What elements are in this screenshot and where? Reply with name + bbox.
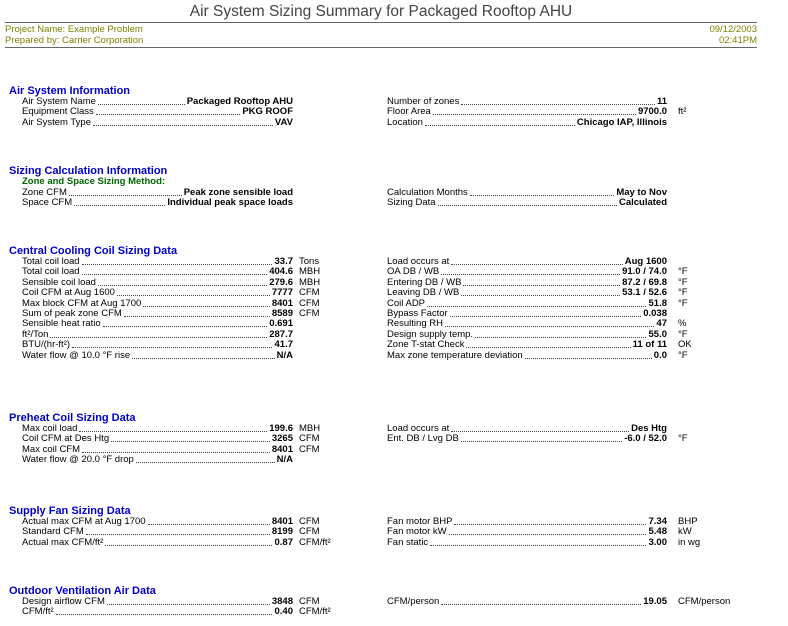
data-row-coil-cfm-at-aug-1600 [22, 287, 293, 298]
row-label: Ent. DB / Lvg DB [387, 433, 459, 445]
leader-dots [427, 306, 646, 307]
row-value: 3265 [271, 433, 293, 445]
row-unit: °F [678, 297, 688, 309]
data-row-standard-cfm [22, 526, 293, 537]
leader-dots [463, 285, 620, 286]
row-value: 11 of 11 [632, 339, 667, 351]
row-value: 8589 [271, 308, 293, 319]
data-row-coil-adp [387, 298, 667, 309]
row-label: Max coil CFM [22, 443, 81, 455]
row-unit: CFM [299, 308, 320, 319]
row-value: Calculated [618, 197, 667, 209]
data-row-zone-t-stat-check [387, 339, 667, 350]
data-row-total-coil-load [22, 266, 293, 277]
report-title: Air System Sizing Summary for Packaged Rooftop AHU [189, 3, 573, 20]
project-name: Project Name: Example Problem [5, 24, 143, 35]
row-label: Bypass Factor [387, 308, 448, 319]
row-unit: CFM [299, 287, 320, 299]
section-title-sizing-calculation-information: Sizing Calculation Information [9, 165, 168, 177]
row-unit: MBH [299, 423, 321, 434]
leader-dots [454, 524, 646, 525]
prepared-by: Prepared by: Carrier Corporation [5, 35, 144, 46]
leader-dots [98, 104, 185, 105]
header-divider-bottom [5, 47, 757, 48]
leader-dots [466, 347, 631, 348]
row-label: Sizing Data [387, 197, 436, 209]
data-row-oa-db-wb [387, 266, 667, 277]
row-value: 11 [656, 96, 667, 107]
row-value: 47 [656, 318, 667, 330]
data-row-zone-cfm [22, 187, 293, 198]
data-row-resulting-rh [387, 318, 667, 329]
data-row-equipment-class [22, 106, 293, 117]
data-row-max-coil-cfm [22, 444, 293, 455]
data-row-actual-max-cfm-ft [22, 537, 293, 548]
row-value: 279.6 [269, 276, 293, 288]
row-label: Number of zones [387, 96, 460, 107]
data-row-fan-motor-kw [387, 526, 667, 537]
leader-dots [82, 274, 267, 275]
leader-dots [430, 545, 646, 546]
row-value: VAV [274, 116, 293, 128]
row-label: Load occurs at [387, 256, 450, 267]
row-label: Design supply temp. [387, 328, 474, 340]
row-unit: °F [678, 328, 688, 340]
data-row-load-occurs-at [387, 256, 667, 267]
section-title-central-cooling-coil-sizing-data: Central Cooling Coil Sizing Data [9, 245, 178, 257]
row-label: Entering DB / WB [387, 276, 462, 288]
data-row-cfm-ft [22, 606, 293, 617]
row-unit: BHP [678, 516, 698, 527]
row-label: Space CFM [22, 197, 73, 209]
row-label: Floor Area [387, 106, 431, 118]
data-row-water-flow-10-0-f-rise [22, 350, 293, 361]
data-row-sizing-data [387, 197, 667, 208]
leader-dots [72, 347, 272, 348]
row-value: -6.0 / 52.0 [624, 433, 667, 445]
row-label: Fan static [387, 536, 429, 548]
row-value: 0.87 [274, 536, 293, 548]
row-value: 287.7 [269, 328, 293, 340]
row-unit: CFM [299, 433, 320, 445]
data-row-ent-db-lvg-db [387, 433, 667, 444]
row-value: 8401 [271, 443, 293, 455]
data-row-sensible-coil-load [22, 277, 293, 288]
row-value: 53.1 / 52.6 [622, 287, 667, 299]
row-value: 55.0 [648, 328, 667, 340]
data-row-max-zone-temperature-deviation [387, 350, 667, 361]
row-value: 51.8 [648, 297, 667, 309]
row-unit: CFM [299, 443, 320, 455]
section-title-air-system-information: Air System Information [9, 85, 131, 97]
row-unit: kW [678, 526, 692, 538]
row-value: 19.05 [643, 596, 667, 607]
row-unit: MBH [299, 266, 321, 278]
row-unit: °F [678, 433, 688, 445]
row-label: CFM/ft² [22, 606, 54, 618]
leader-dots [86, 534, 270, 535]
row-label: Standard CFM [22, 526, 84, 538]
row-label: Equipment Class [22, 106, 94, 118]
row-label: ft²/Ton [22, 328, 49, 340]
row-unit: CFM/person [678, 596, 731, 607]
row-value: 8401 [271, 297, 293, 309]
leader-dots [107, 604, 270, 605]
row-unit: CFM/ft² [299, 536, 331, 548]
row-label: Zone T-stat Check [387, 339, 465, 351]
row-unit: MBH [299, 276, 321, 288]
data-row-load-occurs-at [387, 423, 667, 434]
leader-dots [74, 205, 165, 206]
row-value: 0.40 [274, 606, 293, 618]
data-row-btu-hr-ft [22, 339, 293, 350]
data-row-cfm-person [387, 596, 667, 607]
data-row-calculation-months [387, 187, 667, 198]
data-row-water-flow-20-0-f-drop [22, 454, 293, 465]
row-unit: CFM [299, 526, 320, 538]
leader-dots [124, 316, 270, 317]
leader-dots [451, 431, 629, 432]
data-row-design-supply-temp [387, 329, 667, 340]
data-row-entering-db-wb [387, 277, 667, 288]
row-unit: °F [678, 349, 688, 361]
leader-dots [461, 295, 620, 296]
row-value: May to Nov [616, 187, 667, 198]
row-value: 8401 [271, 516, 293, 527]
row-label: Coil ADP [387, 297, 426, 309]
row-label: Max block CFM at Aug 1700 [22, 297, 142, 309]
row-value: N/A [276, 349, 293, 361]
leader-dots [132, 358, 275, 359]
leader-dots [475, 337, 646, 338]
row-label: Design airflow CFM [22, 596, 105, 607]
data-row-total-coil-load [22, 256, 293, 267]
row-value: Chicago IAP, Illinois [576, 116, 667, 128]
leader-dots [96, 114, 240, 115]
leader-dots [56, 614, 272, 615]
report-header [5, 3, 757, 46]
report-time: 02:41PM [718, 35, 757, 46]
section-title-supply-fan-sizing-data: Supply Fan Sizing Data [9, 505, 131, 517]
data-row-bypass-factor [387, 308, 667, 319]
report-date: 09/12/2003 [709, 24, 757, 35]
row-unit: Tons [299, 256, 320, 267]
row-label: BTU/(hr-ft²) [22, 339, 71, 351]
row-label: Calculation Months [387, 187, 468, 198]
data-row-leaving-db-wb [387, 287, 667, 298]
leader-dots [451, 264, 623, 265]
row-label: Air System Type [22, 116, 91, 128]
row-label: Resulting RH [387, 318, 443, 330]
leader-dots [82, 264, 272, 265]
row-value: 7777 [271, 287, 293, 299]
row-label: Load occurs at [387, 423, 450, 434]
leader-dots [441, 274, 620, 275]
leader-dots [441, 604, 641, 605]
row-value: Aug 1600 [624, 256, 667, 267]
leader-dots [450, 316, 641, 317]
data-row-coil-cfm-at-des-htg [22, 433, 293, 444]
data-row-space-cfm [22, 197, 293, 208]
leader-dots [103, 326, 267, 327]
row-label: Actual max CFM/ft² [22, 536, 104, 548]
leader-dots [470, 195, 614, 196]
leader-dots [136, 462, 275, 463]
row-value: 91.0 / 74.0 [622, 266, 667, 278]
row-label: Sum of peak zone CFM [22, 308, 122, 319]
row-label: Location [387, 116, 423, 128]
row-value: Packaged Rooftop AHU [186, 96, 293, 107]
data-row-number-of-zones [387, 96, 667, 107]
header-divider [5, 22, 757, 23]
data-row-sum-of-peak-zone-cfm [22, 308, 293, 319]
data-row-sensible-heat-ratio [22, 318, 293, 329]
row-value: 0.0 [653, 349, 667, 361]
row-label: Fan motor BHP [387, 516, 453, 527]
leader-dots [93, 125, 273, 126]
leader-dots [82, 452, 270, 453]
section-title-preheat-coil-sizing-data: Preheat Coil Sizing Data [9, 412, 136, 424]
leader-dots [50, 337, 267, 338]
row-label: OA DB / WB [387, 266, 440, 278]
row-unit: CFM [299, 596, 320, 607]
row-value: 404.6 [269, 266, 293, 278]
row-label: Max zone temperature deviation [387, 349, 523, 361]
row-unit: °F [678, 276, 688, 288]
row-label: Air System Name [22, 96, 96, 107]
data-row-max-coil-load [22, 423, 293, 434]
row-label: Zone CFM [22, 187, 67, 198]
leader-dots [105, 545, 272, 546]
row-label: Water flow @ 10.0 °F rise [22, 349, 131, 361]
row-value: 3848 [271, 596, 293, 607]
leader-dots [148, 524, 270, 525]
row-value: 3.00 [648, 536, 667, 548]
row-unit: CFM [299, 516, 320, 527]
row-value: Des Htg [631, 423, 667, 434]
row-value: 199.6 [269, 423, 293, 434]
data-row-fan-motor-bhp [387, 516, 667, 527]
row-unit: CFM/ft² [299, 606, 331, 618]
row-label: Fan motor kW [387, 526, 447, 538]
data-row-fan-static [387, 537, 667, 548]
row-value: 41.7 [274, 339, 293, 351]
section-title-outdoor-ventilation-air-data: Outdoor Ventilation Air Data [9, 585, 156, 597]
leader-dots [69, 195, 182, 196]
row-label: Max coil load [22, 423, 78, 434]
data-row-air-system-name [22, 96, 293, 107]
row-label: Leaving DB / WB [387, 287, 460, 299]
leader-dots [461, 441, 622, 442]
data-row-max-block-cfm-at-aug-1700 [22, 298, 293, 309]
row-label: Actual max CFM at Aug 1700 [22, 516, 146, 527]
data-row-actual-max-cfm-at-aug-1700 [22, 516, 293, 527]
data-row-floor-area [387, 106, 667, 117]
row-label: Water flow @ 20.0 °F drop [22, 454, 134, 466]
row-label: Total coil load [22, 266, 80, 278]
leader-dots [445, 326, 654, 327]
row-value: 87.2 / 69.8 [622, 276, 667, 288]
data-row-ft-ton [22, 329, 293, 340]
leader-dots [433, 114, 636, 115]
row-value: Peak zone sensible load [183, 187, 293, 198]
row-label: Coil CFM at Des Htg [22, 433, 110, 445]
row-value: Individual peak space loads [167, 197, 293, 209]
leader-dots [425, 125, 575, 126]
row-value: 8199 [271, 526, 293, 538]
leader-dots [117, 295, 270, 296]
row-value: 7.34 [648, 516, 667, 527]
data-row-design-airflow-cfm [22, 596, 293, 607]
row-value: PKG ROOF [242, 106, 293, 118]
row-unit: ft² [678, 106, 687, 118]
row-value: 0.691 [269, 318, 293, 330]
row-label: Coil CFM at Aug 1600 [22, 287, 115, 299]
leader-dots [111, 441, 270, 442]
leader-dots [98, 285, 267, 286]
leader-dots [438, 205, 617, 206]
leader-dots [143, 306, 270, 307]
row-unit: °F [678, 266, 688, 278]
row-label: Sensible coil load [22, 276, 96, 288]
data-row-air-system-type [22, 117, 293, 128]
leader-dots [449, 534, 646, 535]
row-value: N/A [276, 454, 293, 466]
row-unit: OK [678, 339, 692, 351]
row-label: Total coil load [22, 256, 80, 267]
row-label: CFM/person [387, 596, 440, 607]
leader-dots [525, 358, 652, 359]
row-value: 33.7 [274, 256, 293, 267]
leader-dots [79, 431, 267, 432]
row-unit: in wg [678, 536, 701, 548]
row-unit: °F [678, 287, 688, 299]
row-value: 0.038 [643, 308, 667, 319]
row-value: 5.48 [648, 526, 667, 538]
data-row-location [387, 117, 667, 128]
section-subtitle: Zone and Space Sizing Method: [22, 176, 166, 187]
row-value: 9700.0 [637, 106, 667, 118]
leader-dots [461, 104, 655, 105]
row-label: Sensible heat ratio [22, 318, 101, 330]
row-unit: CFM [299, 297, 320, 309]
row-unit: % [678, 318, 687, 330]
